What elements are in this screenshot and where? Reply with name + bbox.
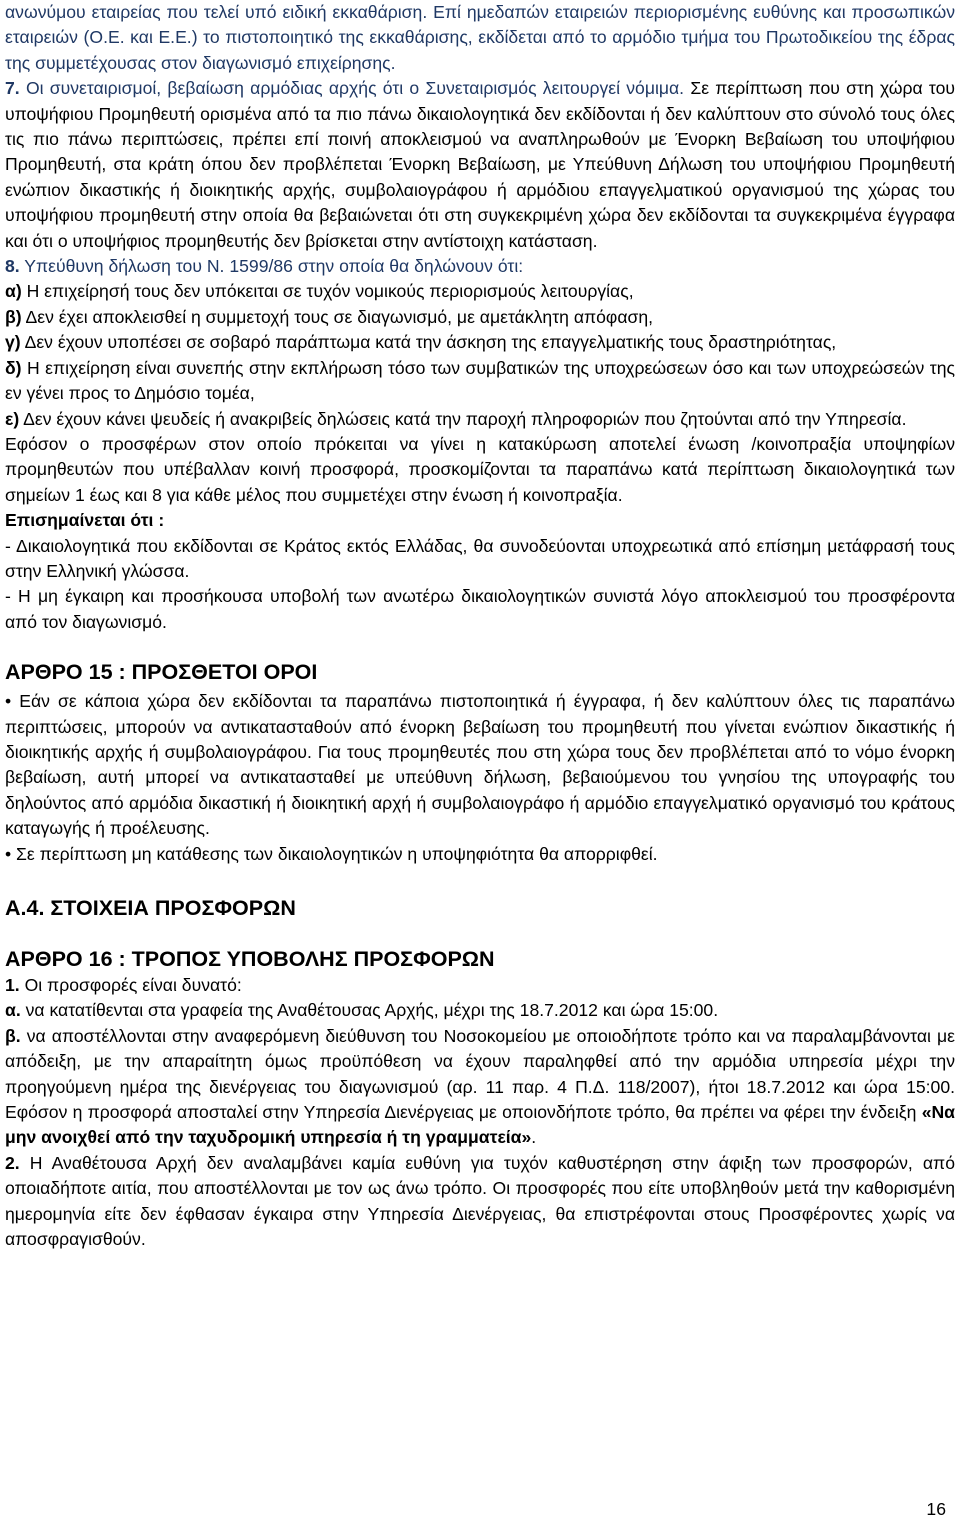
point-1-number: 1.: [5, 975, 20, 995]
option-b-text: να αποστέλλονται στην αναφερόμενη διεύθυνση του Νοσοκομείου με οποιοδήποτε τρόπο και να παραλαμβάνονται με απόδειξη, με την απαραίτητη όμως προϋπόθεση να έχουν παραληφθεί από την αρμόδια υπηρεσία μέχρι την προηγούμενη ημέρα της διενέργειας του διαγωνισμού (αρ. 11 παρ. 4 Π.Δ. 118/2007), ήτοι 18.7.2012 και ώρα 15:00. Εφόσον η προσφορά αποσταλεί στην Υπηρεσία Διενέργειας με οποιονδήποτε τρόπο, θα πρέπει να φέρει την ένδειξη: [5, 1025, 956, 1123]
item-7-text: Σε περίπτωση που στη χώρα του υποψήφιου Προμηθευτή ορισμένα από τα πιο πάνω δικαιολογητικά δεν εκδίδονται ή δεν καλύπτουν στο σύνολό τους όλες τις πιο πάνω περιπτώσεις, πρέπει επί ποινή αποκλεισμού να αναπληρωθούν με Ένορκη Βεβαίωση του υποψήφιου Προμηθευτή, στα κράτη όπου δεν προβλέπεται Ένορκη Βεβαίωση, με Υπεύθυνη Δήλωση του υποψήφιου Προμηθευτή ενώπιον δικαστικής ή διοικητικής αρχής, συμβολαιογράφου ή αρμόδιου επαγγελματικού οργανισμού της χώρας του υποψήφιου προμηθευτή στην οποία θα βεβαιώνεται ότι στη συγκεκριμένη χώρα δεν εκδίδονται τα συγκεκριμένα έγγραφα και ότι ο υποψήφιος προμηθευτής δεν βρίσκεται στην αντίστοιχη κατάσταση.: [5, 78, 956, 251]
declaration-d-label: δ): [5, 357, 22, 378]
option-b-end: .: [531, 1127, 537, 1148]
declaration-e-label: ε): [5, 408, 20, 429]
option-a-text: να κατατίθενται στα γραφεία της Αναθέτουσας Αρχής, μέχρι της 18.7.2012 και ώρα 15:00.: [25, 1000, 719, 1021]
point-2-number: 2.: [5, 1152, 20, 1173]
item-7-number: 7.: [5, 78, 20, 99]
note-1: - Δικαιολογητικά που εκδίδονται σε Κράτος εκτός Ελλάδας, θα συνοδεύονται υποχρεωτικά από επίσημη μετάφρασή τους στην Ελληνική γλώσσα.: [5, 535, 955, 581]
option-b-emphasis: «Να μην ανοιχθεί από την ταχυδρομική υπηρεσία ή τη γραμματεία»: [5, 1102, 955, 1148]
declaration-c-label: γ): [5, 332, 21, 353]
declaration-b-label: β): [5, 306, 22, 327]
declaration-a-text: Η επιχείρησή τους δεν υπόκειται σε τυχόν νομικούς περιορισμούς λειτουργίας,: [26, 281, 634, 302]
declaration-c-text: Δεν έχουν υποπέσει σε σοβαρό παράπτωμα κατά την άσκηση της επαγγελματικής τους δραστηριότητας,: [24, 332, 837, 353]
item-7: [5, 76, 955, 254]
declaration-d-text: Η επιχείρηση είναι συνεπής στην εκπλήρωση τόσο των συμβατικών της υποχρεώσεων όσο και των υποχρεώσεών της εν γένει προς το Δημόσιο τομέα,: [5, 357, 955, 404]
item-7-title: Οι συνεταιρισμοί, βεβαίωση αρμόδιας αρχής ότι ο Συνεταιρισμός λειτουργεί νόμιμα.: [25, 78, 685, 99]
item-8: [5, 254, 955, 279]
declaration-a-label: α): [5, 281, 22, 302]
item-8-text: Υπεύθυνη δήλωση του Ν. 1599/86 στην οποία θα δηλώνουν ότι:: [24, 256, 524, 277]
declaration-e: [5, 407, 955, 432]
declaration-c: [5, 330, 955, 355]
intro-text: ανωνύμου εταιρείας που τελεί υπό ειδική εκκαθάριση. Επί ημεδαπών εταιρειών περιορισμένης ευθύνης και προσωπικών εταιρειών (Ο.Ε. και Ε.Ε.) το πιστοποιητικό της εκκαθάρισης, εκδίδεται από το αρμόδιο τμήμα του Πρωτοδικείου της έδρας της συμμετέχουσας στον διαγωνισμό επιχείρησης.: [5, 2, 955, 73]
article-16-point-2: [5, 1151, 955, 1253]
note-2: - Η μη έγκαιρη και προσήκουσα υποβολή των ανωτέρω δικαιολογητικών συνιστά λόγο αποκλεισμού του προσφέροντα από τον διαγωνισμό.: [5, 586, 955, 632]
article-16-point-1: [5, 973, 955, 998]
union-paragraph: Εφόσον ο προσφέρων στον οποίο πρόκειται να γίνει η κατακύρωση αποτελεί ένωση /κοινοπραξία υποψηφίων προμηθευτών που υπέβαλλαν κοινή προσφορά, προσκομίζονται τα παραπάνω κατά περίπτωση δικαιολογητικά των σημείων 1 έως και 8 για κάθε μέλος που συμμετέχει στην ένωση ή κοινοπραξία.: [5, 433, 955, 505]
item-8-number: 8.: [5, 256, 20, 277]
article-15-bullet-1: • Εάν σε κάποια χώρα δεν εκδίδονται τα παραπάνω πιστοποιητικά ή έγγραφα, ή δεν καλύπτουν όλες τις παραπάνω περιπτώσεις, μπορούν να αντικατασταθούν από ένορκη βεβαίωση του προμηθευτή που γίνεται ενώπιον δικαστικής ή διοικητικής αρχής ή συμβολαιογράφου. Για τους προμηθευτές που στη χώρα τους δεν προβλέπεται από το νόμο ένορκη βεβαίωση, αυτή μπορεί να αντικατασταθεί με υπεύθυνη δήλωση, βεβαιούμενου του γνησίου της υπογραφής του δηλούντος από αρμόδια δικαστική ή διοικητική αρχή ή συμβολαιογράφο ή αρμόδιο επαγγελματικό οργανισμό του κράτους καταγωγής ή προέλευσης.: [5, 691, 955, 839]
declaration-b: [5, 305, 955, 330]
article-16-option-a: [5, 998, 955, 1023]
declaration-e-text: Δεν έχουν κάνει ψευδείς ή ανακριβείς δηλώσεις κατά την παροχή πληροφοριών που ζητούνται από την Υπηρεσία.: [23, 408, 907, 429]
document-page: [5, 0, 955, 1252]
article-15-bullet-2: • Σε περίπτωση μη κατάθεσης των δικαιολογητικών η υποψηφιότητα θα απορριφθεί.: [5, 843, 658, 864]
declaration-a: [5, 279, 955, 304]
declaration-b-text: Δεν έχει αποκλεισθεί η συμμετοχή τους σε διαγωνισμό, με αμετάκλητη απόφαση,: [25, 306, 654, 327]
page-number: 16: [926, 1499, 946, 1519]
article-16-heading: ΑΡΘΡΟ 16 : ΤΡΟΠΟΣ ΥΠΟΒΟΛΗΣ ΠΡΟΣΦΟΡΩΝ: [5, 947, 495, 971]
intro-paragraph: [5, 0, 955, 76]
article-16-option-b: [5, 1024, 955, 1151]
option-b-label: β.: [5, 1025, 21, 1046]
article-15-heading: ΑΡΘΡΟ 15 : ΠΡΟΣΘΕΤΟΙ ΟΡΟΙ: [5, 660, 318, 685]
note-title: Επισημαίνεται ότι :: [5, 510, 165, 531]
point-1-text: Οι προσφορές είναι δυνατό:: [24, 975, 242, 995]
section-a4-heading: Α.4. ΣΤΟΙΧΕΙΑ ΠΡΟΣΦΟΡΩΝ: [5, 896, 296, 920]
declaration-d: [5, 356, 955, 407]
point-2-text: Η Αναθέτουσα Αρχή δεν αναλαμβάνει καμία ευθύνη για τυχόν καθυστέρηση στην άφιξη των προσφορών, από οποιαδήποτε αιτία, που αποστέλλονται με τον ως άνω τρόπο. Οι προσφορές που είτε υποβληθούν μετά την καθορισμένη ημερομηνία είτε δεν έφθασαν έγκαιρα στην Υπηρεσία Διενέργειας, θα επιστρέφονται στους Προσφέροντες χωρίς να αποσφραγισθούν.: [5, 1152, 955, 1250]
option-a-label: α.: [5, 1000, 21, 1021]
